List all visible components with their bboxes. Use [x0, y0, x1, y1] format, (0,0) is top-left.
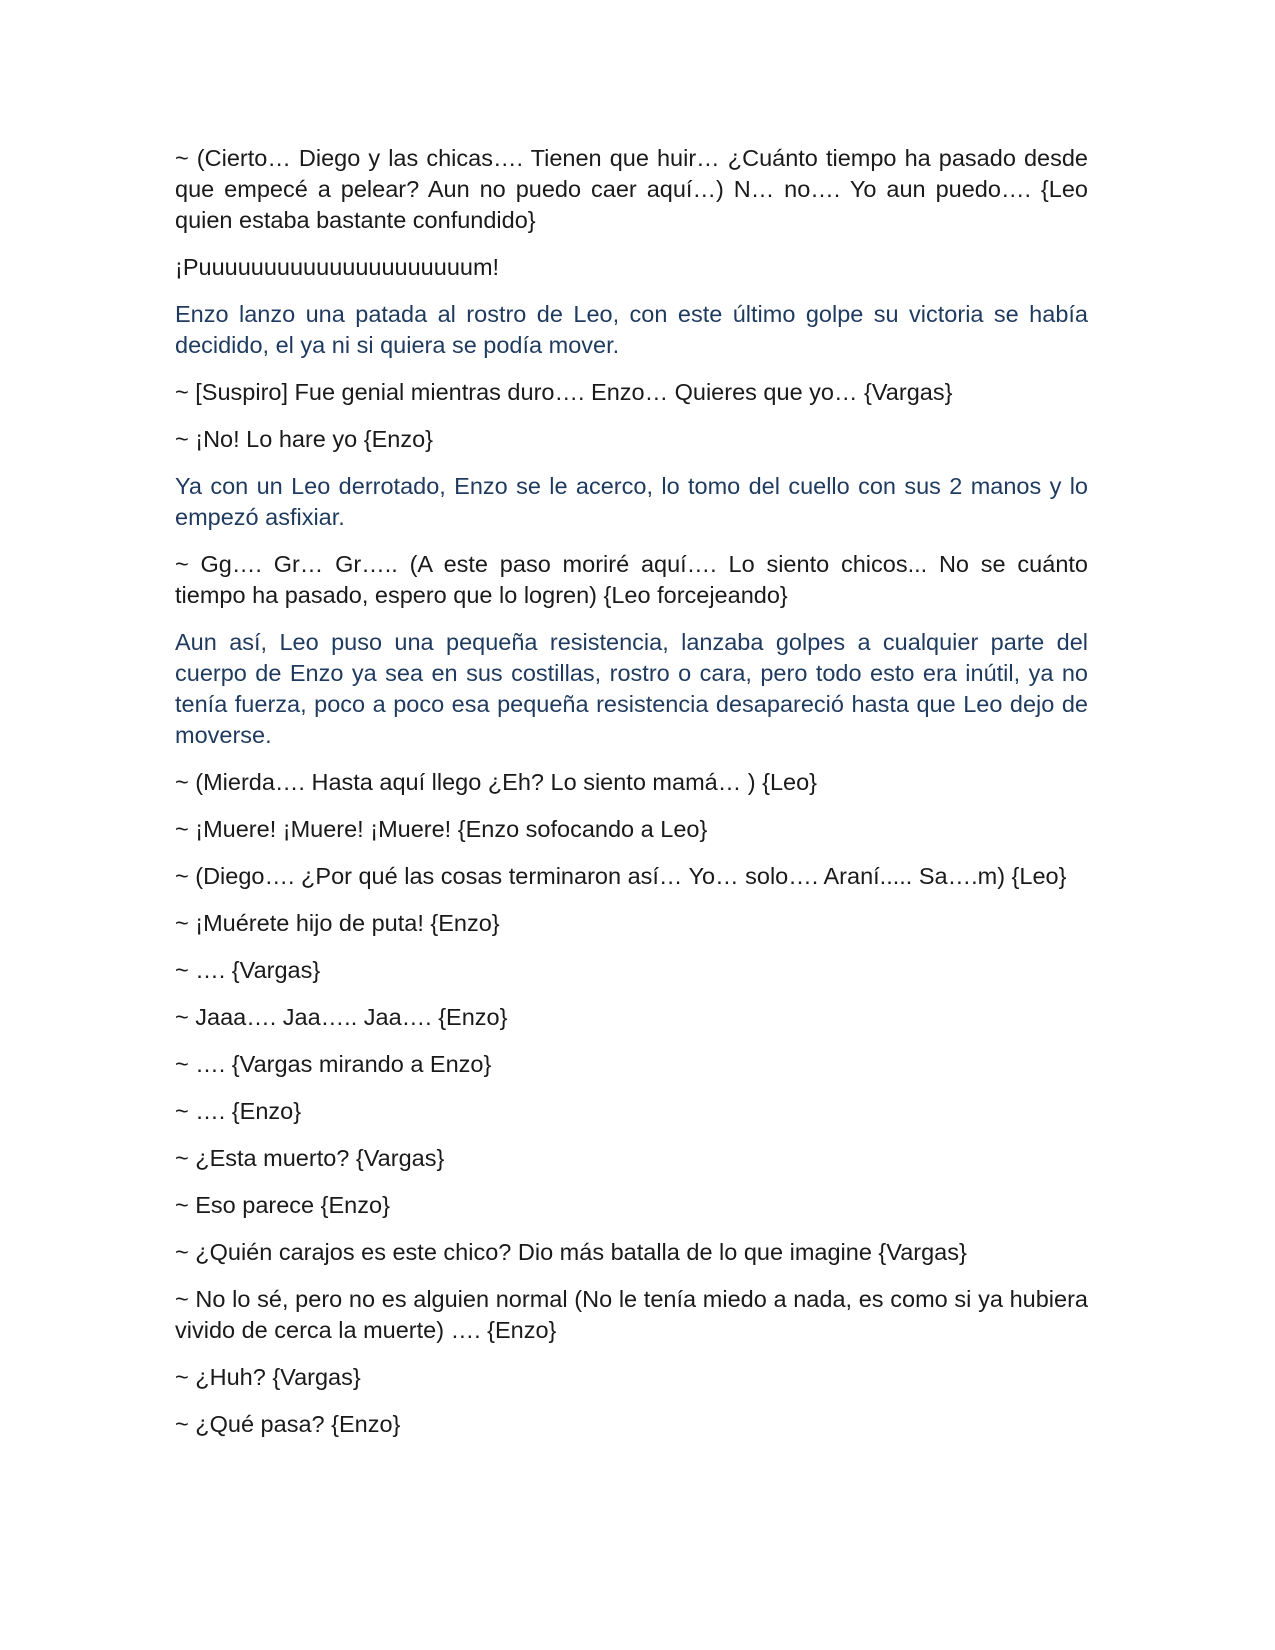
paragraph-9: ~ (Mierda…. Hasta aquí llego ¿Eh? Lo siento mamá… ) {Leo}: [175, 769, 818, 795]
paragraph-15: ~ …. {Vargas mirando a Enzo}: [175, 1051, 492, 1077]
paragraph-6: Ya con un Leo derrotado, Enzo se le acerco, lo tomo del cuello con sus 2 manos y lo empezó asfixiar.: [175, 473, 1088, 530]
paragraph-1: ~ (Cierto… Diego y las chicas…. Tienen que huir… ¿Cuánto tiempo ha pasado desde que empecé a pelear? Aun no puedo caer aquí…) N… no…. Yo aun puedo…. {Leo quien estaba bastante confundido}: [175, 145, 1088, 233]
paragraph-19: ~ ¿Quién carajos es este chico? Dio más batalla de lo que imagine {Vargas}: [175, 1239, 967, 1265]
paragraph-16: ~ …. {Enzo}: [175, 1098, 302, 1124]
paragraph-14: ~ Jaaa…. Jaa….. Jaa…. {Enzo}: [175, 1004, 508, 1030]
paragraph-17: ~ ¿Esta muerto? {Vargas}: [175, 1145, 445, 1171]
paragraph-5: ~ ¡No! Lo hare yo {Enzo}: [175, 426, 434, 452]
paragraph-20: ~ No lo sé, pero no es alguien normal (No le tenía miedo a nada, es como si ya hubiera vivido de cerca la muerte) …. {Enzo}: [175, 1286, 1088, 1343]
paragraph-10: ~ ¡Muere! ¡Muere! ¡Muere! {Enzo sofocando a Leo}: [175, 816, 708, 842]
paragraph-4: ~ [Suspiro] Fue genial mientras duro…. Enzo… Quieres que yo… {Vargas}: [175, 379, 953, 405]
paragraph-12: ~ ¡Muérete hijo de puta! {Enzo}: [175, 910, 500, 936]
paragraph-3: Enzo lanzo una patada al rostro de Leo, con este último golpe su victoria se había decidido, el ya ni si quiera se podía mover.: [175, 301, 1088, 358]
paragraph-8: Aun así, Leo puso una pequeña resistencia, lanzaba golpes a cualquier parte del cuerpo de Enzo ya sea en sus costillas, rostro o cara, pero todo esto era inútil, ya no tenía fuerza, poco a poco esa pequeña resistencia desapareció hasta que Leo dejo de moverse.: [175, 629, 1088, 748]
paragraph-21: ~ ¿Huh? {Vargas}: [175, 1364, 361, 1390]
paragraph-11: ~ (Diego…. ¿Por qué las cosas terminaron así… Yo… solo…. Araní..... Sa….m) {Leo}: [175, 863, 1067, 889]
paragraph-2: ¡Puuuuuuuuuuuuuuuuuuuuum!: [175, 254, 500, 280]
paragraph-18: ~ Eso parece {Enzo}: [175, 1192, 390, 1218]
document-page: [175, 143, 1088, 1456]
paragraph-22: ~ ¿Qué pasa? {Enzo}: [175, 1411, 401, 1437]
paragraph-7: ~ Gg…. Gr… Gr….. (A este paso moriré aquí…. Lo siento chicos... No se cuánto tiempo ha pasado, espero que lo logren) {Leo forcejeando}: [175, 551, 1088, 608]
paragraph-13: ~ …. {Vargas}: [175, 957, 321, 983]
